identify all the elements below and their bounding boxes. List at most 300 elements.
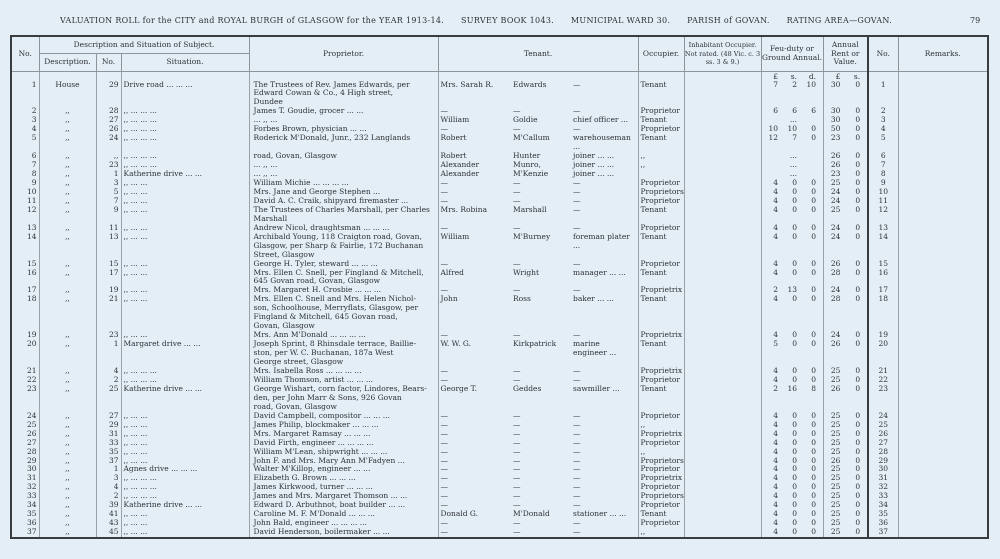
occupier: Tenant (638, 116, 684, 125)
page-number: 79 (970, 16, 981, 25)
header-tenant: Tenant. (438, 36, 638, 71)
row-number-right: 34 (868, 501, 898, 510)
feu-pence: 0 (811, 125, 817, 134)
row-number-right: 24 (868, 412, 898, 421)
tenant-occupation: — (573, 411, 581, 420)
header-remarks: Remarks. (898, 36, 988, 71)
situation: ,, ... ... (121, 269, 249, 287)
street-number: 11 (96, 224, 121, 233)
proprietor: ... ,, ... (249, 170, 438, 179)
description: ,, (39, 465, 96, 474)
inhabitant-occupier (684, 501, 761, 510)
street-number: 31 (96, 430, 121, 439)
remarks (898, 170, 988, 179)
tenant-occupation: baker ... ... (573, 295, 614, 304)
feu-duty (761, 233, 823, 260)
remarks (898, 134, 988, 152)
annual-rent (823, 152, 868, 161)
rent-shillings: 0 (855, 107, 861, 116)
rent-shillings: 0 (855, 384, 861, 393)
rent-pounds: 24 (830, 331, 841, 340)
occupier: Proprietor (638, 465, 684, 474)
rent-pounds: 26 (830, 259, 841, 268)
table-row (11, 430, 988, 439)
table-row (11, 269, 988, 287)
table-row (11, 107, 988, 116)
tenant-occupation: — (573, 187, 581, 196)
inhabitant-occupier (684, 367, 761, 376)
rent-shillings: 0 (855, 125, 861, 134)
remarks (898, 492, 988, 501)
feu-shillings: 0 (792, 492, 798, 501)
rent-shillings: 0 (855, 286, 861, 295)
inhabitant-occupier (684, 448, 761, 457)
feu-pounds: 4 (773, 528, 779, 537)
tenant-forename: William (438, 233, 511, 260)
remarks (898, 385, 988, 412)
feu-shillings: 0 (792, 268, 798, 277)
occupier: Tenant (638, 385, 684, 412)
occupier: Tenant (638, 233, 684, 260)
feu-shillings: 0 (792, 438, 798, 447)
table-row (11, 439, 988, 448)
rent-shillings: 0 (855, 367, 861, 375)
feu-pounds: 4 (773, 438, 779, 447)
remarks (898, 483, 988, 492)
row-number-right: 31 (868, 474, 898, 483)
annual-rent (823, 528, 868, 538)
description: ,, (39, 233, 96, 260)
title-roll: VALUATION ROLL for the CITY and ROYAL BURGH of GLASGOW for the YEAR 1913-14. (60, 16, 445, 25)
tenant-forename: — (438, 331, 511, 340)
description: ,, (39, 260, 96, 269)
remarks (898, 152, 988, 161)
tenant-forename: Robert (438, 134, 511, 152)
description: ,, (39, 188, 96, 197)
description: ,, (39, 224, 96, 233)
row-number-right: 37 (868, 528, 898, 538)
feu-duty (761, 448, 823, 457)
tenant-surname: — (513, 420, 521, 429)
tenant-forename: W. W. G. (438, 340, 511, 367)
annual-rent (823, 295, 868, 331)
row-number-right: 18 (868, 295, 898, 331)
annual-rent (823, 170, 868, 179)
feu-duty (761, 421, 823, 430)
tenant-forename: — (438, 430, 511, 439)
title-ward: MUNICIPAL WARD 30. (570, 16, 671, 25)
table-row (11, 295, 988, 331)
occupier: ,, (638, 161, 684, 170)
feu-pence: 0 (811, 340, 817, 349)
row-number: 34 (11, 501, 39, 510)
description: ,, (39, 376, 96, 385)
street-number: 24 (96, 134, 121, 152)
rent-pounds: 24 (830, 232, 841, 241)
proprietor: ... ,, ... (249, 161, 438, 170)
proprietor: road, Govan, Glasgow (249, 152, 438, 161)
row-number: 19 (11, 331, 39, 340)
occupier (638, 170, 684, 179)
row-number: 1 (11, 81, 39, 108)
occupier: Tenant (638, 295, 684, 331)
feu-duty (761, 134, 823, 152)
feu-pence: 0 (811, 286, 817, 295)
situation: ,, ... ... (121, 510, 249, 519)
rent-pounds: 30 (830, 107, 841, 116)
inhabitant-occupier (684, 188, 761, 197)
occupier: Tenant (638, 269, 684, 287)
inhabitant-occupier (684, 421, 761, 430)
feu-pounds: 4 (773, 187, 779, 196)
rent-pounds: 25 (830, 178, 841, 187)
street-number: 1 (96, 465, 121, 474)
proprietor: ... ,, ... (249, 116, 438, 125)
feu-pence: 0 (811, 223, 817, 232)
tenant-occupation: warehouseman ... (573, 134, 631, 152)
row-number-right: 20 (868, 340, 898, 367)
tenant-surname: Wright (513, 268, 540, 277)
tenant-surname: M'Donald (513, 510, 550, 519)
feu-shillings: 0 (792, 528, 798, 537)
proprietor: Edward D. Arbuthnot, boat builder ... ... (249, 501, 438, 510)
feu-pence: 0 (811, 519, 817, 528)
tenant-surname: M'Burney (513, 232, 551, 241)
rent-shillings: 0 (855, 375, 861, 384)
tenant-occupation: — (573, 223, 581, 232)
feu-shillings: 0 (792, 367, 798, 375)
inhabitant-occupier (684, 510, 761, 519)
feu-shillings: 0 (792, 411, 798, 420)
title-rating-area: RATING AREA—GOVAN. (786, 16, 893, 25)
tenant-occupation: — (573, 429, 581, 438)
street-number: 29 (96, 81, 121, 108)
feu-shillings: 6 (792, 107, 798, 116)
annual-rent (823, 107, 868, 116)
situation: Agnes drive ... ... ... (121, 465, 249, 474)
row-number-right: 15 (868, 260, 898, 269)
feu-pounds: 4 (773, 420, 779, 429)
rent-pounds: 30 (830, 80, 841, 89)
feu-pounds: 4 (773, 447, 779, 456)
inhabitant-occupier (684, 197, 761, 206)
tenant-occupation: — (573, 259, 581, 268)
row-number: 37 (11, 528, 39, 538)
feu-pounds (768, 170, 778, 179)
row-number: 36 (11, 519, 39, 528)
feu-duty (761, 125, 823, 134)
remarks (898, 412, 988, 421)
situation: ,, ... ... (121, 412, 249, 421)
tenant-surname: — (513, 196, 521, 205)
feu-duty (761, 367, 823, 376)
row-number-right: 8 (868, 170, 898, 179)
occupier: ,, (638, 152, 684, 161)
tenant-forename: — (438, 474, 511, 483)
situation: ,, ... ... ... (121, 161, 249, 170)
feu-shillings: 0 (792, 187, 798, 196)
tenant-occupation: marine engineer ... (573, 340, 617, 358)
row-number-right: 33 (868, 492, 898, 501)
tenant-occupation: — (573, 375, 581, 384)
remarks (898, 107, 988, 116)
feu-pounds: 2 (773, 384, 779, 393)
table-row (11, 188, 988, 197)
occupier: Proprietrix (638, 474, 684, 483)
row-number: 28 (11, 448, 39, 457)
situation: ,, ... ... ... (121, 474, 249, 483)
remarks (898, 295, 988, 331)
situation: Katherine drive ... ... (121, 501, 249, 510)
table-row (11, 161, 988, 170)
rent-shillings: 0 (855, 134, 861, 143)
feu-duty (761, 501, 823, 510)
tenant-occupation: sawmiller ... (573, 384, 620, 393)
rent-pounds: 30 (830, 116, 841, 125)
row-number-right: 13 (868, 224, 898, 233)
description: ,, (39, 286, 96, 295)
remarks (898, 439, 988, 448)
feu-pence (806, 116, 816, 125)
inhabitant-occupier (684, 376, 761, 385)
tenant-surname: — (513, 429, 521, 438)
tenant-surname: — (513, 501, 521, 510)
proprietor: David Henderson, boilermaker ... ... (249, 528, 438, 538)
header-number: No. (96, 53, 121, 71)
tenant-occupation: stationer ... ... (573, 510, 627, 519)
annual-rent (823, 224, 868, 233)
tenant-surname: Kirkpatrick (513, 340, 557, 349)
tenant-surname: — (513, 125, 521, 134)
title-survey-book: SURVEY BOOK 1043. (461, 16, 555, 25)
row-number-right: 11 (868, 197, 898, 206)
row-number: 27 (11, 439, 39, 448)
feu-duty (761, 510, 823, 519)
feu-shillings: 0 (792, 178, 798, 187)
tenant-surname: Geddes (513, 384, 542, 393)
feu-pounds: 4 (773, 510, 779, 519)
feu-duty (761, 188, 823, 197)
feu-pence: 0 (811, 474, 817, 483)
valuation-roll-table (10, 35, 989, 539)
feu-pence: 0 (811, 420, 817, 429)
situation: ,, ... ... (121, 286, 249, 295)
annual-rent (823, 134, 868, 152)
row-number: 22 (11, 376, 39, 385)
inhabitant-occupier (684, 206, 761, 224)
street-number: 23 (96, 161, 121, 170)
inhabitant-occupier (684, 161, 761, 170)
header-no: No. (11, 36, 39, 71)
description: ,, (39, 179, 96, 188)
feu-shillings: 0 (792, 429, 798, 438)
feu-pence: 0 (811, 438, 817, 447)
table-row (11, 81, 988, 108)
remarks (898, 269, 988, 287)
feu-duty (761, 116, 823, 125)
proprietor: The Trustees of Charles Marshall, per Charles Marshall (249, 206, 438, 224)
tenant-surname: — (513, 492, 521, 501)
situation: ,, ... ... ... (121, 492, 249, 501)
feu-shillings: 0 (792, 519, 798, 528)
tenant-surname: — (513, 107, 521, 116)
feu-duty (761, 483, 823, 492)
proprietor: Mrs. Margaret H. Crosbie ... ... ... (249, 286, 438, 295)
table-row (11, 331, 988, 340)
feu-pounds: 4 (773, 483, 779, 492)
feu-duty (761, 457, 823, 466)
tenant-forename: — (438, 421, 511, 430)
row-number-right: 17 (868, 286, 898, 295)
feu-shillings: 0 (792, 420, 798, 429)
rent-pounds: 25 (830, 205, 841, 214)
remarks (898, 457, 988, 466)
feu-pounds: 4 (773, 474, 779, 483)
feu-shillings: 0 (792, 447, 798, 456)
proprietor: Forbes Brown, physician ... ... (249, 125, 438, 134)
situation: ,, ... ... ... (121, 107, 249, 116)
remarks (898, 224, 988, 233)
inhabitant-occupier (684, 474, 761, 483)
row-number: 32 (11, 483, 39, 492)
feu-pence: 0 (811, 367, 817, 375)
description: ,, (39, 331, 96, 340)
rent-shillings: 0 (855, 340, 861, 349)
feu-shillings: 7 (792, 134, 798, 143)
feu-shillings: 0 (792, 474, 798, 483)
tenant-forename: — (438, 188, 511, 197)
feu-pounds: 4 (773, 178, 779, 187)
feu-pounds: 4 (773, 519, 779, 528)
feu-pence: 0 (811, 429, 817, 438)
occupier: Proprietrix (638, 331, 684, 340)
occupier: Proprietor (638, 501, 684, 510)
remarks (898, 331, 988, 340)
feu-pence: 10 (806, 80, 817, 89)
inhabitant-occupier (684, 107, 761, 116)
feu-duty (761, 528, 823, 538)
tenant-occupation: joiner ... ... (573, 170, 615, 179)
row-number: 15 (11, 260, 39, 269)
proprietor: Caroline M. F. M'Donald ... ... ... (249, 510, 438, 519)
proprietor: Walter M'Killop, engineer ... ... (249, 465, 438, 474)
feu-pence (806, 152, 816, 161)
remarks (898, 116, 988, 125)
proprietor: George H. Tyler, steward ... ... ... (249, 260, 438, 269)
situation: ,, ... ... ... (121, 152, 249, 161)
street-number: 9 (96, 206, 121, 224)
row-number: 4 (11, 125, 39, 134)
row-number-right: 32 (868, 483, 898, 492)
feu-pence (806, 161, 816, 170)
feu-shillings: 16 (787, 384, 798, 393)
occupier: Proprietors (638, 457, 684, 466)
situation: ,, ... ... ... (121, 134, 249, 152)
rent-shillings: 0 (855, 223, 861, 232)
table-row (11, 528, 988, 538)
tenant-surname: — (513, 259, 521, 268)
annual-rent (823, 269, 868, 287)
feu-pence: 0 (811, 456, 817, 465)
street-number: 15 (96, 260, 121, 269)
tenant-forename: — (438, 439, 511, 448)
rent-shillings: 0 (855, 161, 861, 170)
tenant-occupation: — (573, 107, 581, 116)
feu-duty (761, 430, 823, 439)
feu-duty (761, 81, 823, 108)
remarks (898, 161, 988, 170)
unit-pounds: £ (773, 71, 779, 81)
feu-shillings: 0 (792, 232, 798, 241)
feu-pounds: 4 (773, 331, 779, 340)
feu-pence: 0 (811, 528, 817, 537)
inhabitant-occupier (684, 125, 761, 134)
annual-rent (823, 510, 868, 519)
tenant-occupation: — (573, 438, 581, 447)
header-description-group: Description and Situation of Subject. (39, 36, 249, 53)
tenant-surname: — (513, 438, 521, 447)
feu-shillings: 0 (792, 483, 798, 492)
description: ,, (39, 170, 96, 179)
tenant-forename: — (438, 448, 511, 457)
description: ,, (39, 134, 96, 152)
rent-shillings: 0 (855, 116, 861, 125)
rent-shillings: 0 (855, 474, 861, 483)
annual-rent (823, 465, 868, 474)
feu-pounds: 4 (773, 429, 779, 438)
row-number: 35 (11, 510, 39, 519)
rent-pounds: 25 (830, 420, 841, 429)
table-row (11, 421, 988, 430)
row-number-right: 4 (868, 125, 898, 134)
header-proprietor: Proprietor. (249, 36, 438, 71)
description: ,, (39, 367, 96, 376)
rent-pounds: 25 (830, 492, 841, 501)
header-occupier: Occupier. (638, 36, 684, 71)
tenant-surname: — (513, 456, 521, 465)
occupier: ,, (638, 448, 684, 457)
street-number: 19 (96, 286, 121, 295)
remarks (898, 340, 988, 367)
feu-duty (761, 197, 823, 206)
tenant-surname: — (513, 331, 521, 340)
tenant-occupation: — (573, 331, 581, 340)
row-number: 7 (11, 161, 39, 170)
feu-duty (761, 260, 823, 269)
street-number: 7 (96, 197, 121, 206)
row-number: 2 (11, 107, 39, 116)
inhabitant-occupier (684, 286, 761, 295)
feu-duty (761, 412, 823, 421)
feu-pence: 0 (811, 510, 817, 519)
situation: ,, ... ... (121, 528, 249, 538)
annual-rent (823, 233, 868, 260)
inhabitant-occupier (684, 81, 761, 108)
title-parish: PARISH of GOVAN. (687, 16, 770, 25)
occupier: Proprietor (638, 125, 684, 134)
annual-rent (823, 260, 868, 269)
tenant-occupation: — (573, 420, 581, 429)
occupier: ,, (638, 421, 684, 430)
row-number-right: 6 (868, 152, 898, 161)
description: ,, (39, 492, 96, 501)
feu-pounds: 4 (773, 223, 779, 232)
row-number: 6 (11, 152, 39, 161)
tenant-occupation: joiner ... ... (573, 152, 615, 161)
table-row (11, 170, 988, 179)
street-number: 2 (96, 492, 121, 501)
row-number: 11 (11, 197, 39, 206)
